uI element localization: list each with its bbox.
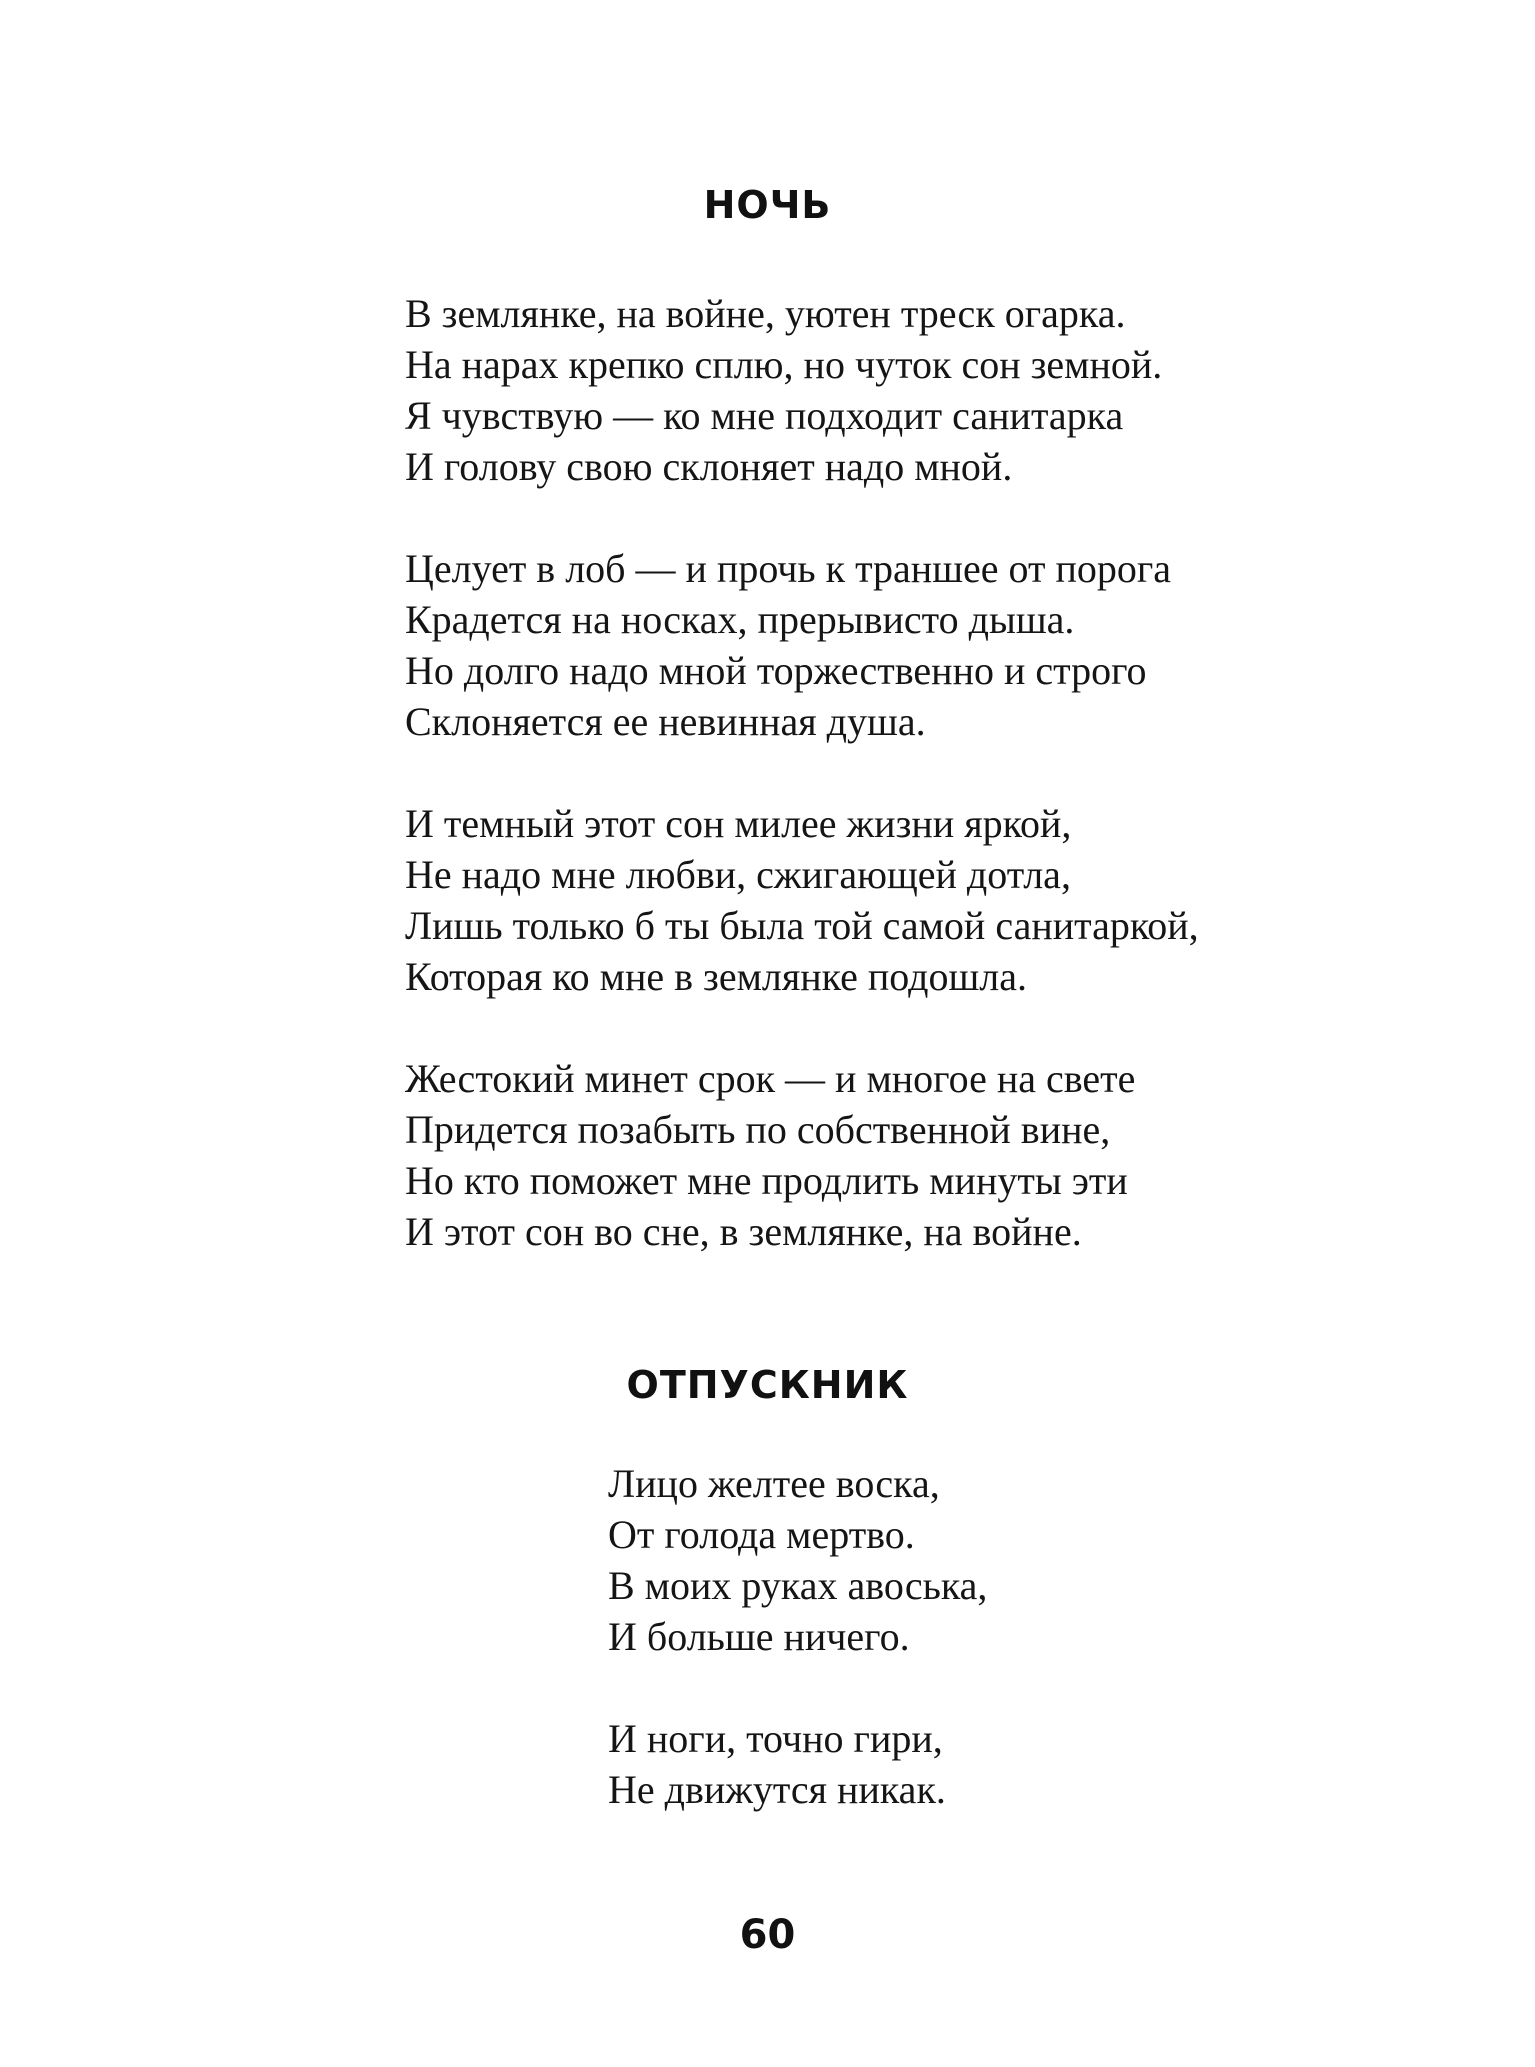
- poem-line: Я чувствую — ко мне подходит санитарка: [405, 393, 1124, 438]
- stanza-2: [608, 1713, 987, 1815]
- poem-line: Лишь только б ты была той самой санитаркой,: [405, 903, 1199, 948]
- poem-line: И темный этот сон милее жизни яркой,: [405, 801, 1072, 846]
- poem-line: Лицо желтее воска,: [608, 1461, 940, 1506]
- poem-title-night: НОЧЬ: [703, 183, 832, 227]
- poem-line: В землянке, на войне, уютен треск огарка.: [405, 291, 1126, 336]
- poem-line: И этот сон во сне, в землянке, на войне.: [405, 1209, 1082, 1254]
- poem-line: Не надо мне любви, сжигающей дотла,: [405, 852, 1071, 897]
- poem-line: Склоняется ее невинная душа.: [405, 699, 926, 744]
- poem-line: Но долго надо мной торжественно и строго: [405, 648, 1147, 693]
- poem-line: И ноги, точно гири,: [608, 1716, 943, 1761]
- poem-line: И больше ничего.: [608, 1614, 910, 1659]
- poem-line: В моих руках авоська,: [608, 1563, 988, 1608]
- poem-line: Жестокий минет срок — и многое на свете: [405, 1056, 1136, 1101]
- page-number: 60: [739, 1912, 796, 1958]
- stanza-1: [405, 288, 1199, 492]
- poem-line: Крадется на носках, прерывисто дыша.: [405, 597, 1075, 642]
- stanza-3: [405, 798, 1199, 1002]
- poem-line: На нарах крепко сплю, но чуток сон земной.: [405, 342, 1163, 387]
- stanza-4: [405, 1053, 1199, 1257]
- poem-title-vacationer: ОТПУСКНИК: [626, 1363, 909, 1407]
- poem-line: Придется позабыть по собственной вине,: [405, 1107, 1111, 1152]
- poem-vacationer: [608, 1458, 987, 1815]
- poem-line: Но кто поможет мне продлить минуты эти: [405, 1158, 1128, 1203]
- poem-night: [405, 288, 1199, 1257]
- poem-line: Которая ко мне в землянке подошла.: [405, 954, 1027, 999]
- poem-line: Не движутся никак.: [608, 1767, 946, 1812]
- poem-line: От голода мертво.: [608, 1512, 915, 1557]
- poem-line: Целует в лоб — и прочь к траншее от порога: [405, 546, 1172, 591]
- stanza-2: [405, 543, 1199, 747]
- poem-line: И голову свою склоняет надо мной.: [405, 444, 1013, 489]
- stanza-1: [608, 1458, 987, 1662]
